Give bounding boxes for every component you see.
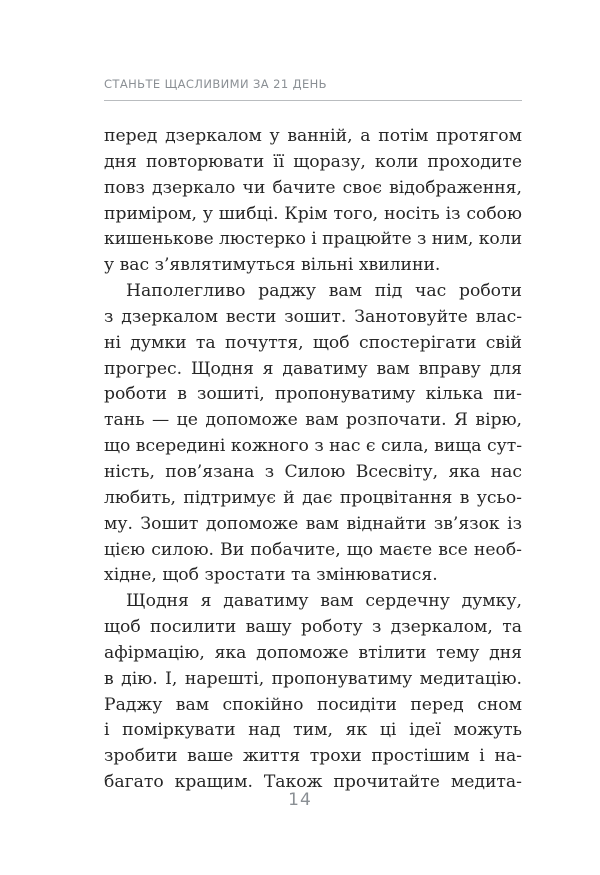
text-line: Наполегливо раджу вам під час роботи (126, 281, 522, 302)
text-line: любить, підтримує й дає процвітання в усьо- (104, 487, 522, 508)
text-line: повз дзеркало чи бачите своє відображення, (104, 177, 522, 198)
text-line: перед дзеркалом у ванній, а потім протягом (104, 126, 522, 146)
text-line: в дію. І, нарешті, пропонуватиму медитацію. (104, 668, 522, 689)
text-line: ні думки та почуття, щоб спостерігати свій (104, 332, 522, 353)
text-line: і поміркувати над тим, як ці ідеї можуть (104, 720, 522, 741)
text-line: му. Зошит допоможе вам віднайти зв’язок із (104, 513, 522, 534)
text-line: зробити ваше життя трохи простішим і на- (104, 746, 522, 767)
paragraph-2 (104, 279, 522, 589)
header-rule (104, 100, 522, 101)
text-line: роботи в зошиті, пропонуватиму кілька пи- (104, 384, 522, 405)
text-line: приміром, у шибці. Крім того, носіть із собою (104, 203, 522, 224)
text-line: дня повторювати її щоразу, коли проходите (104, 151, 522, 172)
page-number: 14 (288, 790, 312, 810)
text-line: цією силою. Ви побачите, що маєте все необ- (104, 539, 522, 560)
text-line: прогрес. Щодня я даватиму вам вправу для (104, 358, 522, 379)
text-line: афірмацію, яка допоможе втілити тему дня (104, 642, 522, 663)
text-line: з дзеркалом вести зошит. Занотовуйте влас- (104, 306, 522, 327)
paragraph-3 (104, 589, 522, 796)
text-line: ність, пов’язана з Силою Всесвіту, яка нас (104, 461, 522, 482)
text-line: хідне, щоб зростати та змінюватися. (104, 565, 438, 586)
text-line: багато кращим. Також прочитайте медита- (104, 772, 522, 793)
paragraph-1 (104, 124, 522, 279)
text-line: кишенькове люстерко і працюйте з ним, коли (104, 229, 522, 250)
text-line: Щодня я даватиму вам сердечну думку, (126, 591, 522, 612)
running-header: СТАНЬТЕ ЩАСЛИВИМИ ЗА 21 ДЕНЬ (104, 77, 327, 91)
text-line: Раджу вам спокійно посидіти перед сном (104, 694, 522, 715)
text-line: що всередині кожного з нас є сила, вища сут- (104, 436, 523, 457)
body-text (104, 124, 522, 796)
text-line: у вас з’являтимуться вільні хвилини. (104, 255, 441, 276)
text-line: тань — це допоможе вам розпочати. Я вірю, (104, 410, 522, 431)
text-line: щоб посилити вашу роботу з дзеркалом, та (104, 617, 522, 638)
